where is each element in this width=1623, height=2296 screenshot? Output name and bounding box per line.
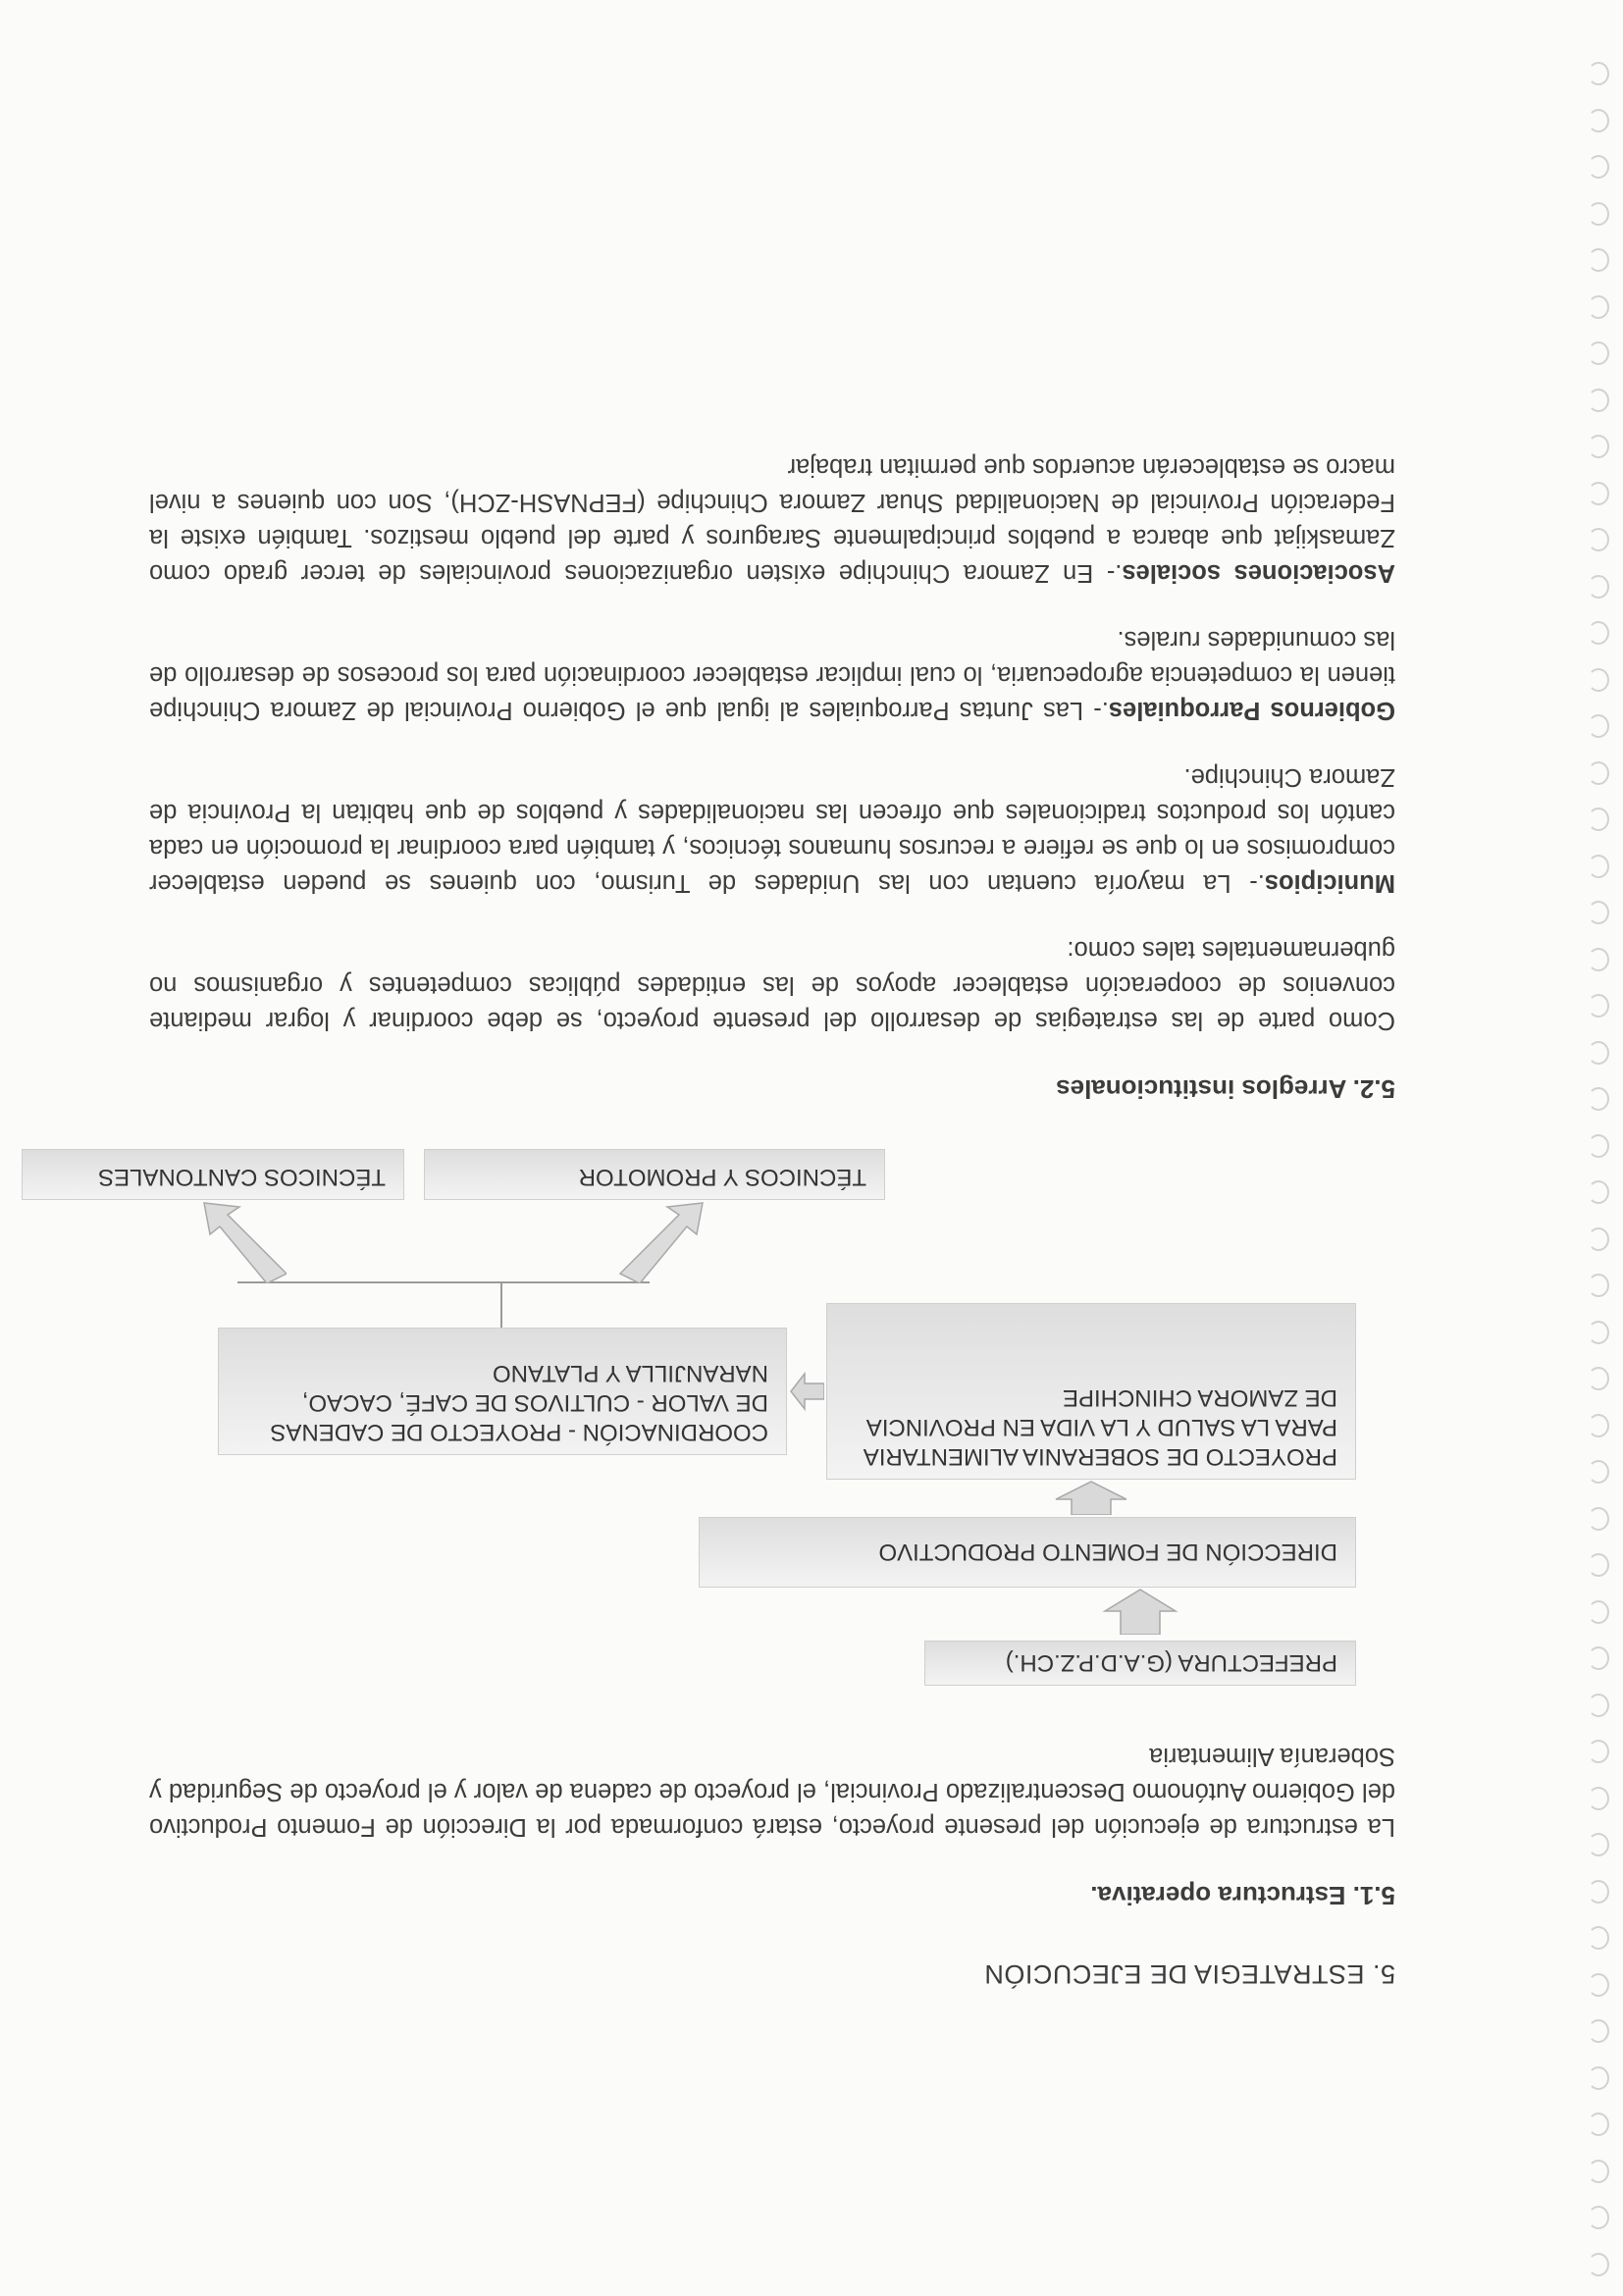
binder-hole xyxy=(1588,1834,1609,1857)
arrow-diag-left xyxy=(601,1200,718,1283)
organigram xyxy=(98,1117,1395,1715)
binder-hole xyxy=(1588,2253,1609,2276)
text-asociaciones: .- En Zamora Chinchipe existen organizaciones provinciales de tercer grado como Zamaskijat que abarca a pueblos principalmente Saraguros y parte del pueblo mestizos. También existe la Federación Provincial de Nacionalidad Shuar Zamora Chinchipe (FEPNASH-ZCH), Son con quienes a nivel macro se establecerán acuerdos que permitan trabajar xyxy=(149,453,1395,587)
text-municipios: .- La mayoría cuentan con las Unidades de Turismo, con quienes se pueden establecer compromisos en lo que se refiere a recursos humanos técnicos, y también para coordinar la promoción en cada cantón los productos tradicionales que ofrecen las nacionalidades y pueblos de que habitan la Provincia de Zamora Chinchipe. xyxy=(149,763,1395,897)
binder-hole xyxy=(1588,1321,1609,1344)
binder-hole xyxy=(1588,1694,1609,1717)
binder-hole xyxy=(1588,1088,1609,1112)
binder-hole xyxy=(1588,1787,1609,1810)
box-proyecto-soberania: PROYECTO DE SOBERANIA ALIMENTARIA PARA LA SALUD Y LA VIDA EN PROVINCIA DE ZAMORA CHINCHIPE xyxy=(826,1303,1356,1480)
binder-hole xyxy=(1588,1741,1609,1764)
binder-hole xyxy=(1588,715,1609,739)
label-municipios: Municipios xyxy=(1264,869,1395,897)
binder-hole xyxy=(1588,1368,1609,1391)
binder-hole xyxy=(1588,575,1609,599)
paragraph-municipios xyxy=(149,759,1395,901)
box-direccion: DIRECCIÓN DE FOMENTO PRODUCTIVO xyxy=(699,1517,1356,1588)
binder-hole xyxy=(1588,1600,1609,1624)
binder-hole xyxy=(1588,622,1609,646)
binder-hole xyxy=(1588,2160,1609,2183)
subsection-heading-5-2: 5.2. Arreglos institucionales xyxy=(1056,1074,1395,1104)
binder-hole xyxy=(1588,2113,1609,2137)
box-tecnicos-promotor: TÉCNICOS Y PROMOTOR xyxy=(424,1149,885,1200)
document-body xyxy=(98,449,1395,1992)
connector-line xyxy=(500,1283,502,1328)
binder-hole xyxy=(1588,1927,1609,1951)
binder-hole xyxy=(1588,668,1609,692)
text-gobiernos: .- Las Juntas Parroquiales al igual que el Gobierno Provincial de Zamora Chinchipe tienen la competencia agropecuaria, lo cual implicar establecer coordinación para los procesos de desarrollo de las comunidades rurales. xyxy=(149,626,1395,724)
arrow-down-2 xyxy=(826,1480,1356,1515)
paragraph-asociaciones xyxy=(149,449,1395,591)
box-prefectura: PREFECTURA (G.A.D.P.Z.CH.) xyxy=(924,1641,1356,1686)
box-coordinacion: COORDINACIÓN - PROYECTO DE CADENAS DE VALOR - CULTIVOS DE CAFÉ, CACAO, NARANJILLA Y PLATANO xyxy=(218,1328,787,1455)
subsection-heading-5-1: 5.1. Estructura operativa. xyxy=(1090,1881,1395,1910)
label-asociaciones: Asociaciones sociales xyxy=(1122,559,1395,587)
binder-hole xyxy=(1588,1227,1609,1251)
paragraph-intro: Como parte de las estrategias de desarrollo del presente proyecto, se debe coordinar y lograr mediante convenios de cooperación establecer apoyos de las entidades públicas competentes y organismos no gubernamentales tales como: xyxy=(149,936,1395,1034)
label-gobiernos: Gobiernos Parroquiales xyxy=(1108,697,1395,724)
binder-hole xyxy=(1588,948,1609,971)
arrow-down-1 xyxy=(924,1588,1356,1635)
binder-hole xyxy=(1588,1275,1609,1298)
binder-hole xyxy=(1588,2066,1609,2090)
binder-hole xyxy=(1588,156,1609,180)
binder-hole xyxy=(1588,809,1609,832)
binder-hole xyxy=(1588,761,1609,785)
binder-hole xyxy=(1588,63,1609,86)
binder-hole xyxy=(1588,1461,1609,1485)
section-heading: 5. ESTRATEGIA DE EJECUCIÓN xyxy=(983,1959,1395,1989)
binder-hole xyxy=(1588,1973,1609,1997)
binder-hole xyxy=(1588,855,1609,878)
binder-hole xyxy=(1588,1880,1609,1904)
arrow-diag-right xyxy=(169,1200,287,1283)
binder-hole xyxy=(1588,1181,1609,1205)
binder-hole xyxy=(1588,1414,1609,1437)
binder-hole xyxy=(1588,436,1609,459)
binder-hole xyxy=(1588,995,1609,1018)
binder-hole xyxy=(1588,1134,1609,1158)
binder-hole xyxy=(1588,1507,1609,1531)
paragraph-gobiernos xyxy=(149,622,1395,728)
binder-hole xyxy=(1588,2020,1609,2044)
binder-hole xyxy=(1588,202,1609,226)
binder-hole xyxy=(1588,1554,1609,1578)
binder-hole xyxy=(1588,902,1609,925)
binder-hole xyxy=(1588,295,1609,319)
connector-line-h xyxy=(237,1281,650,1283)
binder-hole xyxy=(1588,482,1609,505)
binder-holes xyxy=(1576,20,1615,2276)
box-tecnicos-cantonales: TÉCNICOS CANTONALES xyxy=(22,1149,404,1200)
arrow-right xyxy=(789,1372,824,1411)
binder-hole xyxy=(1588,109,1609,132)
binder-hole xyxy=(1588,389,1609,412)
binder-hole xyxy=(1588,1041,1609,1065)
binder-hole xyxy=(1588,342,1609,366)
binder-hole xyxy=(1588,1647,1609,1671)
binder-hole xyxy=(1588,249,1609,273)
binder-hole xyxy=(1588,2207,1609,2230)
binder-hole xyxy=(1588,529,1609,552)
paragraph-estructura: La estructura de ejecución del presente proyecto, estará conformada por la Dirección de Fomento Productivo del Gobierno Autónomo Descentralizado Provincial, el proyecto de cadena de valor y el proyecto de Seguridad y Soberanía Alimentaria xyxy=(149,1743,1395,1841)
